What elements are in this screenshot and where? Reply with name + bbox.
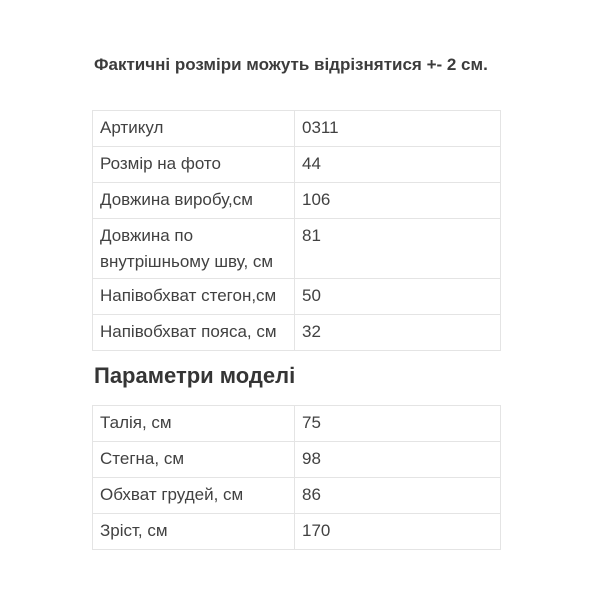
row-value-inseam: 81 <box>295 219 501 279</box>
table-row <box>93 315 501 351</box>
row-value-bust: 86 <box>295 478 501 514</box>
table-row <box>93 514 501 550</box>
row-label-half-hip: Напівобхват стегон,см <box>93 279 295 315</box>
table-row <box>93 183 501 219</box>
row-label-inseam: Довжина по внутрішньому шву, см <box>93 219 295 279</box>
table-row <box>93 219 501 279</box>
size-table <box>92 110 501 351</box>
size-disclaimer: Фактичні розміри можуть відрізнятися +- 2 см. <box>94 55 488 74</box>
row-value-height: 170 <box>295 514 501 550</box>
row-value-half-hip: 50 <box>295 279 501 315</box>
table-row <box>93 111 501 147</box>
row-value-article: 0311 <box>295 111 501 147</box>
row-label-half-waist: Напівобхват пояса, см <box>93 315 295 351</box>
row-label-height: Зріст, см <box>93 514 295 550</box>
row-label-hips: Стегна, см <box>93 442 295 478</box>
table-row <box>93 406 501 442</box>
row-label-bust: Обхват грудей, см <box>93 478 295 514</box>
table-row <box>93 279 501 315</box>
model-parameters-table <box>92 405 501 550</box>
row-label-photo-size: Розмір на фото <box>93 147 295 183</box>
row-value-length: 106 <box>295 183 501 219</box>
table-row <box>93 478 501 514</box>
row-value-hips: 98 <box>295 442 501 478</box>
row-label-length: Довжина виробу,см <box>93 183 295 219</box>
row-value-half-waist: 32 <box>295 315 501 351</box>
row-label-article: Артикул <box>93 111 295 147</box>
row-label-waist: Талія, см <box>93 406 295 442</box>
row-value-waist: 75 <box>295 406 501 442</box>
table-row <box>93 442 501 478</box>
row-value-photo-size: 44 <box>295 147 501 183</box>
table-row <box>93 147 501 183</box>
model-parameters-heading: Параметри моделі <box>94 363 296 388</box>
